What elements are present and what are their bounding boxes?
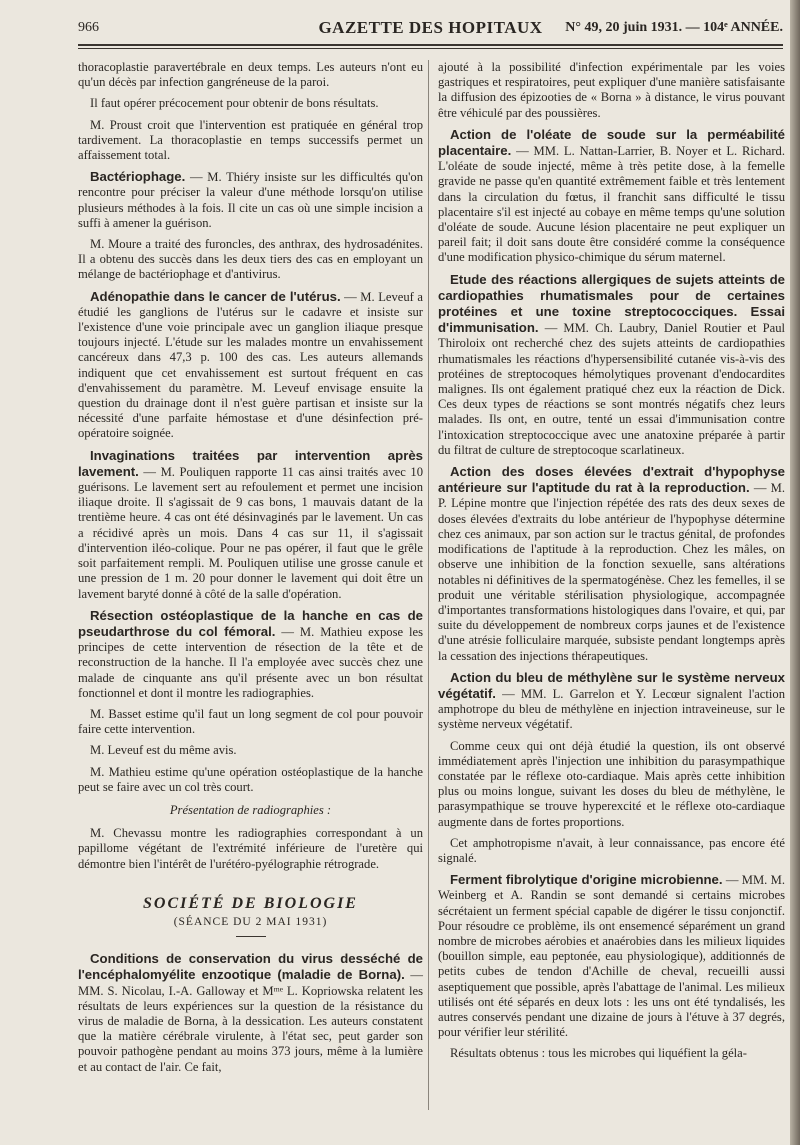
paragraph: M. Basset estime qu'il faut un long segment de col pour pouvoir faire cette intervention.	[78, 706, 423, 737]
page-number: 966	[78, 20, 99, 35]
article-oleate	[438, 127, 785, 266]
section-heading: Bactériophage.	[90, 169, 186, 185]
article-text: — MM. L. Garrelon et Y. Lecœur signalent l'action amphotrope du bleu de méthylène en injection intraveineuse, sur le système nerveux végétatif.	[438, 686, 785, 732]
article-text: — MM. L. Nattan-Larrier, B. Noyer et L. Richard. L'oléate de soude injecté, même à très petite dose, à la femelle gravide ne passe qu'en quantité extrêmement faible et très lentement dans la circulation du fœtus, il franchit sans difficulté le tissu placentaire s'il est injecté au cobaye en même temps qu'une solution d'oléate de soude. Aucune lésion placentaire ne peut expliquer un pareil fait; il doit sans doute être considéré comme la conséquence d'une modification physico-chimique du sérum maternel.	[438, 144, 785, 265]
header-rule-thick	[78, 44, 783, 46]
article-adenopathie	[78, 289, 423, 442]
page-edge-shadow	[790, 0, 800, 1145]
article-text: — M. Mathieu expose les principes de cette intervention de résection de la tête et de reconstruction de la hanche. Il l'a employée avec succès chez une malade de cinquante ans qu'il présente avec un bon résultat fonctionnel et dont il montre les radiographies.	[78, 624, 423, 700]
section-heading: Ferment fibrolytique d'origine microbienne.	[450, 872, 723, 888]
paragraph: M. Chevassu montre les radiographies correspondant à un papillome végétant de l'extrémité inférieure de l'uretère qui démontre bien l'intérêt de l'urétéro-pyélographie rétrograde.	[78, 826, 423, 871]
header-rule-thin	[78, 48, 783, 49]
paragraph: Il faut opérer précocement pour obtenir de bons résultats.	[90, 96, 379, 111]
article-hypophyse	[438, 464, 785, 664]
left-column	[78, 60, 423, 1081]
right-column	[438, 60, 785, 1068]
article-resection	[78, 608, 423, 701]
article-text: — M. Thiéry insiste sur les difficultés qu'on rencontre pour préciser la valeur d'une méthode lorsqu'on utilise plusieurs méthodes à la fois. Il cite un cas où une simple incision a suffi à amener la guérison.	[78, 170, 423, 230]
section-heading: Résection ostéoplastique de la hanche en cas de pseudarthrose du col fémoral.	[78, 607, 423, 639]
article-bacteriophage	[78, 169, 423, 231]
article-invaginations	[78, 448, 423, 602]
section-heading: Conditions de conservation du virus desséché de l'encéphalomyélite enzootique (maladie de Borna).	[78, 951, 423, 983]
section-heading: Action du bleu de méthylène sur le système nerveux végétatif.	[438, 669, 785, 701]
article-ferment	[438, 872, 785, 1040]
article-etude	[438, 272, 785, 458]
paragraph: M. Proust croit que l'intervention est pratiquée en général trop tardivement. La thoracoplastie en temps successifs permet un affaissement total.	[78, 117, 423, 163]
section-heading: Etude des réactions allergiques de sujets atteints de cardiopathies rhumatismales pour de certaines protéines et une toxine streptococciques. Essai d'immunisation.	[438, 271, 785, 336]
paragraph: Cet amphotropisme n'avait, à leur connaissance, pas encore été signalé.	[438, 835, 785, 865]
paragraph: M. Mathieu estime qu'une opération ostéoplastique de la hanche peut se faire avec un col très court.	[78, 764, 423, 794]
society-divider	[236, 936, 266, 937]
article-bleu	[438, 670, 785, 733]
article-text: — M. Pouliquen rapporte 11 cas ainsi traités avec 10 guérisons. Le lavement sert au refoulement et permet une incision iliaque droite. Il s'agissait de 9 cas bons, 1 mauvais datant de la trentième heure. 4 cas ont été désinvaginés par le lavement. Un cas a récidivé après un mois. Dans 4 cas sur 11, il s'agissait d'intervention iléo-colique. Pour ne pas opérer, il faut que le grêle soit parfaitement rempli. M. Pouliquen utilise une grosse canule et une pression de 1 m. 20 pour donner le lavement qui doit être un lavement baryté donné à côté de la salle d'opération.	[78, 464, 423, 601]
page-header	[78, 18, 783, 46]
article-conditions	[78, 951, 423, 1075]
article-text: — MM. S. Nicolau, I.-A. Galloway et Mᵐᵉ L. Kopriowska relatent les résultats de leurs expériences sur la question de la résistance du virus de maladie de Borna, à la dessication. Les auteurs constatent que la matière cérébrale virulente, à l'état sec, peut garder son pouvoir pathogène pendant au moins 373 jours, même à la lumière et au contact de l'air. Ce fait,	[78, 968, 423, 1074]
paragraph: M. Moure a traité des furoncles, des anthrax, des hydrosadénites. Il a obtenu des succès dans les deux tiers des cas en employant un mélange de bactériophage et d'antivirus.	[78, 237, 423, 282]
article-text: — MM. M. Weinberg et A. Randin se sont demandé si certains microbes sécrétaient un ferment spécial capable de digérer le tissu conjonctif. Pour résoudre ce problème, ils ont ensemencé séparément un grand nombre de microbes aérobies et anaérobies dans les milieux liquides (bouillon simple, eau peptonée, eau physiologique), additionnés de petits cubes de tendon d'Achille de cheval, recueilli aussi aseptiquement que possible, après l'abattage de l'animal. Les milieux utilisés ont été séparés en deux lots : les uns ont été tyndalisés, les autres conservés pendant une dizaine de jours à l'étuve à 37 degrés, pour vérifier leur stérilité.	[438, 873, 785, 1040]
paragraph: Résultats obtenus : tous les microbes qui liquéfient la géla-	[450, 1046, 747, 1061]
society-session: (SÉANCE DU 2 MAI 1931)	[173, 915, 328, 928]
paragraph: ajouté à la possibilité d'infection expérimentale par les voies gastriques et respiratoires, peut expliquer d'une manière satisfaisante la diffusion des épizooties de « Borna » à distance, le virus pouvant être véhiculé par des poussières.	[438, 60, 785, 120]
issue-info: N° 49, 20 juin 1931. — 104ᵉ ANNÉE.	[565, 20, 783, 35]
paragraph: thoracoplastie paravertébrale en deux temps. Les auteurs n'ont eu qu'un décès par infection gangréneuse de la paroi.	[78, 60, 423, 90]
article-text: — M. Leveuf a étudié les ganglions de l'utérus sur le cadavre et insiste sur l'existence d'une voie principale avec un ganglion iliaque presque toujours injecté. L'étude sur les malades montre un envahissement cancéreux dans 47,3 p. 100 des cas. Les auteurs allemands indiquent que cet envahissement est surtout fréquent en cas d'envahissement du paramètre. M. Leveuf envisage ensuite la question du drainage dont il n'est guère partisan et insiste sur la nécessité d'une parfaite hémostase et d'une désinfection pré-opératoire soignée.	[78, 289, 423, 441]
section-heading: Action des doses élevées d'extrait d'hypophyse antérieure sur l'aptitude du rat à la reproduction.	[438, 464, 785, 496]
section-heading: Invaginations traitées par intervention après lavement.	[78, 447, 423, 479]
section-heading: Adénopathie dans le cancer de l'utérus.	[90, 288, 341, 304]
society-heading-block	[78, 896, 423, 937]
radiographies-heading: Présentation de radiographies :	[169, 802, 332, 817]
article-text: — M. P. Lépine montre que l'injection répétée des rats des deux sexes de doses élevées d'extraits du lobe antérieur de l'hypophyse détermine chez ces animaux, par son action sur le tractus génital, de profondes modifications de l'aptitude à la reproduction. Chez les mâles, on observe une inhibition de la fonction sexuelle, sans altérations notables ni définitives de la spermatogénèse. Chez les femelles, il se produit une véritable stérilisation physiologique, accompagnée d'importantes transformations histologiques dans l'ovaire, et qui, par suite du développement de nombreux corps jaunes et de l'existence d'une atrésie folliculaire marquée, subsiste pendant longtemps après la cessation des injections thérapeutiques.	[438, 481, 785, 663]
paragraph: M. Leveuf est du même avis.	[90, 743, 237, 758]
article-text: — MM. Ch. Laubry, Daniel Routier et Paul Thiroloix ont recherché chez des sujets atteints de cardiopathies rhumatismales les réactions d'hypersensibilité cutanée vis-à-vis des protéines de streptocoques hémolytiques provenant d'endocardites malignes. Ils ont également pratiqué chez eux la réaction de Dick. Ces deux types de réactions se sont montrés négatifs chez leurs malades. Ils ont, en outre, tenté un essai d'immunisation contre l'intoxication streptococcique avec une anatoxine préparée à partir du filtrat de culture de streptocoque scarlatineux.	[438, 321, 785, 457]
society-title: SOCIÉTÉ DE BIOLOGIE	[143, 894, 358, 912]
publication-title: GAZETTE DES HOPITAUX	[318, 18, 543, 37]
section-heading: Action de l'oléate de soude sur la perméabilité placentaire.	[438, 126, 785, 159]
paragraph: Comme ceux qui ont déjà étudié la question, ils ont observé immédiatement après l'injection une inhibition du parasympathique constatée par le réflexe oto-cardiaque. Mais après cette inhibition plus ou moins longue, suivant les doses du bleu de méthylène, le parasympathique se trouve hyperexcité et le réflexe oto-cardiaque augmente dans de fortes proportions.	[438, 738, 785, 829]
